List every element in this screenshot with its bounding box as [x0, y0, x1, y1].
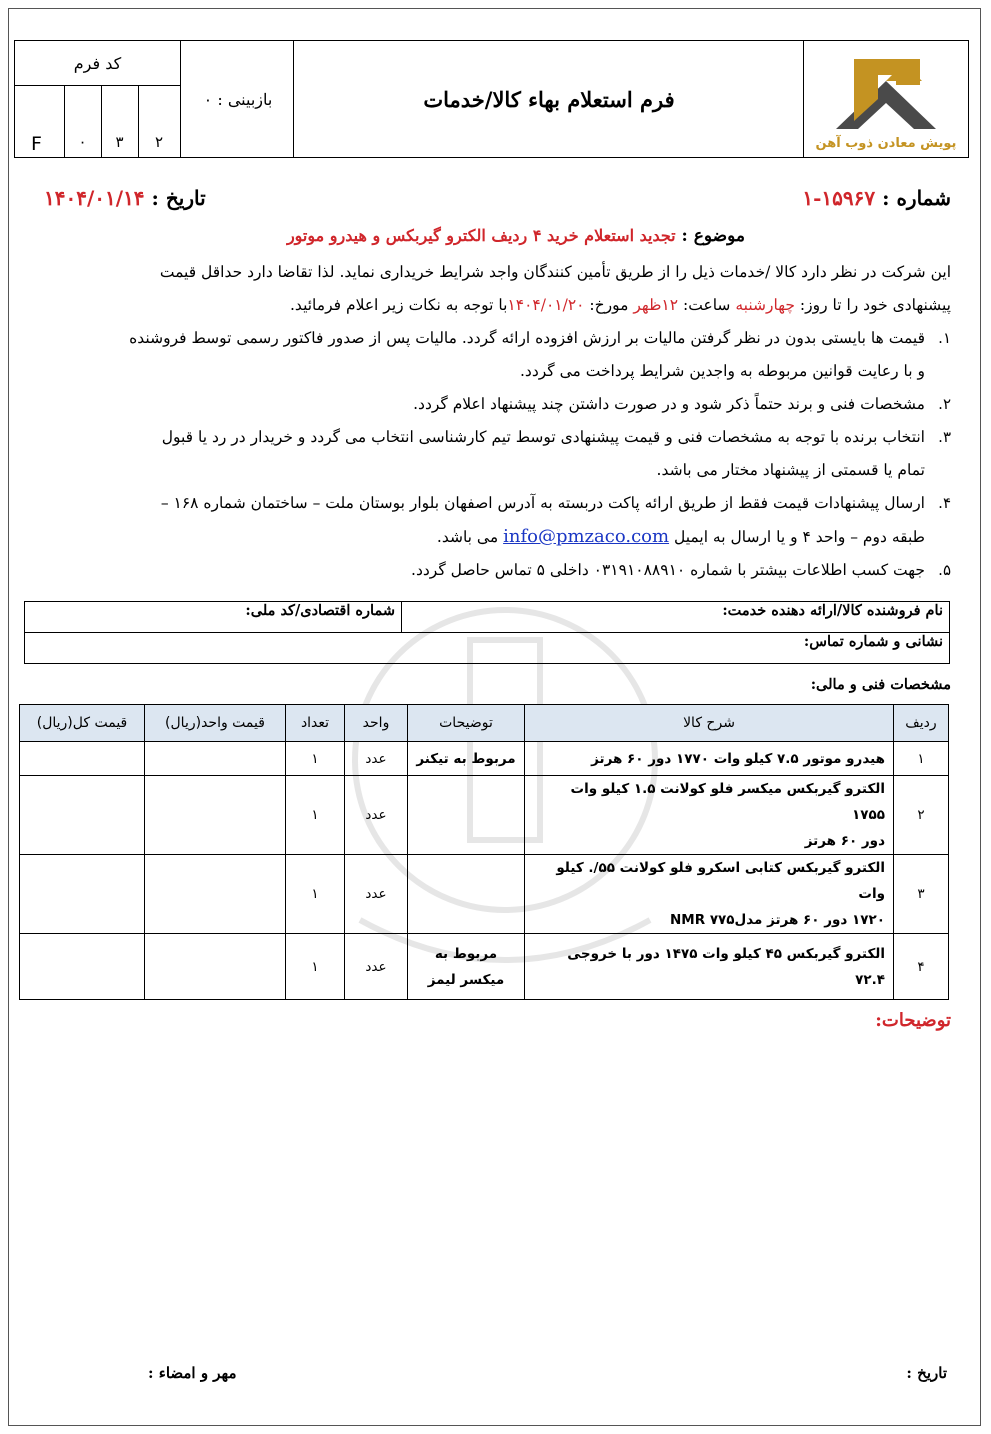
col-notes: توضیحات	[408, 705, 525, 742]
note-item: ۴. ارسال پیشنهادات قیمت فقط از طریق ارائه پاکت دربسته به آدرس اصفهان بلوار بوستان ملت – ساختمان شماره ۱۶۸ – طبقه دوم – واحد ۴ و یا ارسال به ایمیل info@pmzaco.com می باشد.	[160, 494, 951, 547]
col-total-price: قیمت کل(ریال)	[20, 705, 145, 742]
table-row: ۲ الکترو گیربکس میکسر فلو کولانت ۱.۵ کیلو وات ۱۷۵۵ دور ۶۰ هرتز عدد ۱	[20, 776, 949, 855]
table-row: ۱ هیدرو موتور ۷.۵ کیلو وات ۱۷۷۰ دور ۶۰ هرتز مربوط به تیکنر عدد ۱	[20, 742, 949, 776]
company-logo	[803, 41, 968, 157]
total-price-cell[interactable]	[20, 855, 145, 934]
email-link[interactable]: info@pmzaco.com	[503, 526, 670, 547]
logo-mark-icon	[804, 41, 968, 133]
form-code-digit: ۳	[101, 85, 139, 157]
col-unit: واحد	[345, 705, 408, 742]
logo-text: پویش معادن ذوب آهن	[815, 136, 957, 151]
seller-info-table	[24, 601, 950, 664]
revision: بازبینی : ۰	[203, 89, 273, 109]
total-price-cell[interactable]	[20, 934, 145, 1000]
col-row: ردیف	[894, 705, 949, 742]
unit-price-cell[interactable]	[145, 934, 286, 1000]
form-header	[14, 40, 969, 158]
form-title: فرم استعلام بهاء کالا/خدمات	[423, 86, 675, 112]
form-code-digit: F	[15, 85, 65, 157]
notes-list	[31, 322, 951, 587]
letter-number: شماره : ۱۵۹۶۷-۱	[802, 186, 951, 210]
footer-date-label: تاریخ :	[906, 1364, 947, 1382]
total-price-cell[interactable]	[20, 776, 145, 855]
form-code-digit: ۰	[64, 85, 102, 157]
col-description: شرح کالا	[525, 705, 894, 742]
economic-code-field[interactable]: شماره اقتصادی/کد ملی:	[25, 602, 402, 633]
table-header-row	[20, 705, 949, 742]
col-unit-price: قیمت واحد(ریال)	[145, 705, 286, 742]
table-row: ۴ الکترو گیربکس ۴۵ کیلو وات ۱۴۷۵ دور با خروجی ۷۲.۴ مربوط به میکسر لیمز عدد ۱	[20, 934, 949, 1000]
col-quantity: تعداد	[286, 705, 345, 742]
note-item: ۱. قیمت ها بایستی بدون در نظر گرفتن مالیات بر ارزش افزوده ارائه گردد. مالیات پس از صدور فاکتور رسمی توسط فروشنده و با رعایت قوانین مربوطه به واجدین شرایط پرداخت می گردد.	[129, 329, 951, 380]
form-title-cell	[293, 41, 804, 157]
address-field[interactable]: نشانی و شماره تماس:	[25, 633, 950, 664]
intro-paragraph: این شرکت در نظر دارد کالا /خدمات ذیل را از طریق تأمین کنندگان واجد شرایط خریداری نماید. لذا تقاضا دارد حداقل قیمت پیشنهادی خود را تا روز: چهارشنبه ساعت: ۱۲ظهر مورخ: ۱۴۰۴/۰۱/۲۰با توجه به نکات زیر اعلام فرمائید.	[159, 263, 951, 314]
table-row: ۳ الکترو گیربکس کتابی اسکرو فلو کولانت ۵۵/. کیلو وات ۱۷۲۰ دور ۶۰ هرتز مدل۷۷۵ NMR عدد ۱	[20, 855, 949, 934]
note-item: ۵. جهت کسب اطلاعات بیشتر با شماره ۰۳۱۹۱۰۸۸۹۱۰ داخلی ۵ تماس حاصل گردد.	[411, 561, 951, 579]
specs-label: مشخصات فنی و مالی:	[810, 676, 951, 693]
explanations-label: توضیحات:	[875, 1010, 951, 1031]
unit-price-cell[interactable]	[145, 855, 286, 934]
unit-price-cell[interactable]	[145, 776, 286, 855]
seller-name-field[interactable]: نام فروشنده کالا/ارائه دهنده خدمت:	[402, 602, 950, 633]
form-code-box	[15, 41, 181, 157]
note-item: ۲. مشخصات فنی و برند حتماً ذکر شود و در صورت داشتن چند پیشنهاد اعلام گردد.	[413, 395, 951, 413]
unit-price-cell[interactable]	[145, 742, 286, 776]
total-price-cell[interactable]	[20, 742, 145, 776]
letter-date: تاریخ : ۱۴۰۴/۰۱/۱۴	[44, 186, 206, 210]
items-table	[19, 704, 949, 1000]
signature-label: مهر و امضاء :	[148, 1364, 237, 1382]
form-code-digit: ۲	[154, 133, 164, 151]
form-code-label: کد فرم	[15, 41, 180, 86]
note-item: ۳. انتخاب برنده با توجه به مشخصات فنی و قیمت پیشنهادی توسط تیم کارشناسی انتخاب می گردد و خریدار در رد یا قبول تمام یا قسمتی از پیشنهاد مختار می باشد.	[161, 428, 951, 479]
subject: موضوع : تجدید استعلام خرید ۴ ردیف الکترو گیربکس و هیدرو موتور	[286, 226, 745, 246]
